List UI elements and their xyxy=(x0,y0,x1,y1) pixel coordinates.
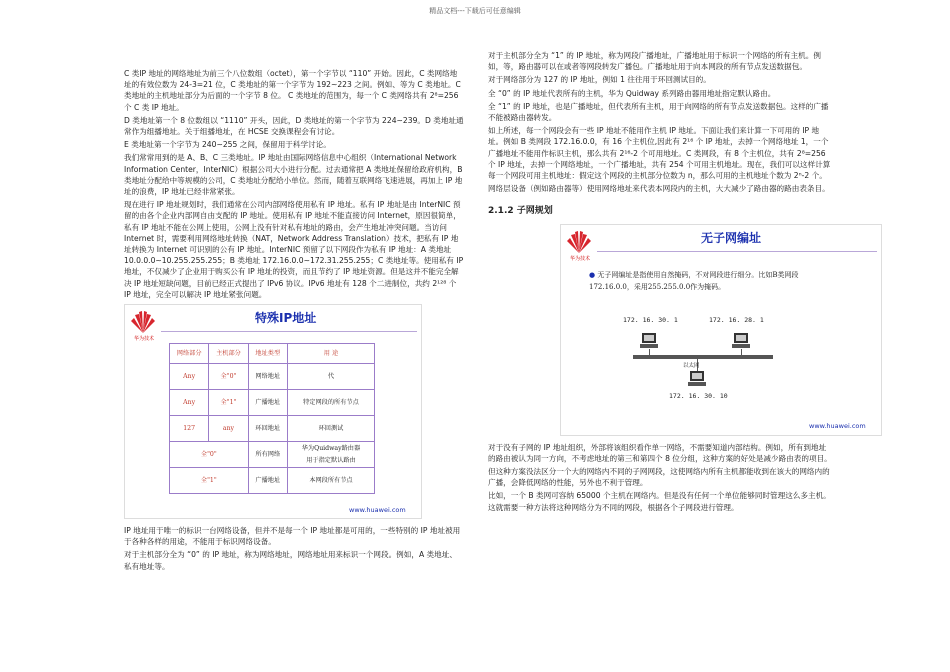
bullet-label: 无子网编址是指使用自然掩码，不对网段进行细分。比如B类网段172.16.0.0，采用255.255.0.0作为掩码。 xyxy=(589,270,799,291)
computer-icon xyxy=(687,371,707,387)
page-header: 精品文档---下载后可任意编辑 xyxy=(429,7,521,15)
table-cell: 全"0" xyxy=(170,442,249,468)
section-heading: 2.1.2 子网规划 xyxy=(488,206,553,217)
paragraph: C 类IP 地址的网络地址为前三个八位数组（octet），第一个字节以 “110” 开始。因此，C 类网络地址的有效位数为 24-3=21 位，C 类地址的第一个字节为 192~223 之间。例如、等为 C 类地址。C 类地址的主机地址部分为后面的一个字节 8 位。 C 类地址的范围为，每一个 C 类网络共有 2⁸=256 个 C 类 IP 地址。 xyxy=(124,69,461,112)
paragraph: 比如，一个 B 类网可容纳 65000 个主机在网络内。但是没有任何一个单位能够同时管理这么多主机。这就需要一种方法将这种网络分为不同的网段，根据各个子网段进行管理。 xyxy=(488,491,831,512)
table-cell: 环回地址 xyxy=(248,416,287,442)
computer-icon xyxy=(639,333,659,349)
table-header: 主机部分 xyxy=(209,344,248,364)
host-ip-label: 172. 16. 30. 1 xyxy=(623,315,678,324)
table-cell: any xyxy=(209,416,248,442)
table-row xyxy=(170,416,375,442)
table-cell: 广播地址 xyxy=(248,468,287,494)
paragraph: 全 “0” 的 IP 地址代表所有的主机，华为 Quidway 系列路由器用地址指定默认路由。 xyxy=(488,88,776,98)
huawei-logo-icon xyxy=(565,229,593,255)
paragraph: 对于主机部分全为 “1” 的 IP 地址，称为网段广播地址，广播地址用于标识一个网络的所有主机。例如，等，路由器可以在或者等网段转发广播包。广播地址用于向本网段的所有节点发送数据包。 xyxy=(488,51,821,72)
table-header: 用 途 xyxy=(287,344,374,364)
bullet-text xyxy=(589,269,827,293)
paragraph: 网络层设备（例如路由器等）使用网络地址来代表本网段内的主机，大大减少了路由器的路由表条目。 xyxy=(488,184,830,194)
cable xyxy=(741,349,742,355)
paragraph: 全 “1” 的 IP 地址，也是广播地址，但代表所有主机，用于向网络的所有节点发送数据包。这样的广播不能被路由器转发。 xyxy=(488,101,829,123)
paragraph: IP 地址用于唯一的标识一台网络设备，但并不是每一个 IP 地址都是可用的，一些特别的 IP 地址被用于各种各样的用途，不能用于标识网络设备。 xyxy=(124,526,461,547)
slide-footer: www.huawei.com xyxy=(349,506,406,515)
no-subnet-slide xyxy=(560,224,882,436)
table-cell: 本网段所有节点 xyxy=(287,468,374,494)
paragraph: 我们常常用到的是 A、B、C 三类地址。IP 地址由国际网络信息中心组织（International Network Information Center，InterNIC）根据公司大小进行分配。过去通常把 A 类地址保留给政府机构，B 类地址分配给中等规模的公司，C 类地址分配给小单位。然而，随着互联网络飞速进展，再加上 IP 地址的浪费，IP 地址已经非常紧张。 xyxy=(124,153,463,197)
ethernet-bus xyxy=(633,355,773,359)
table-row xyxy=(170,468,375,494)
slide-footer: www.huawei.com xyxy=(809,421,866,430)
table-cell: 代 xyxy=(287,364,374,390)
table-cell: 所有网络 xyxy=(248,442,287,468)
paragraph: 现在进行 IP 地址规划时，我们通常在公司内部网络使用私有 IP 地址。私有 IP 地址是由 InterNIC 预留的由各个企业内部网自由支配的 IP 地址。使用私有 IP 地址不能直接访问 Internet，原因很简单，私有 IP 地址不能在公网上使用，公网上没有针对私有地址的路由，会产生地址冲突问题。当访问 Internet 时，需要利用网络地址转换（NAT，Network Address Translation）技术，把私有 IP 地址转换为 Internet 可识别的公有 IP 地址。InterNIC 预留了以下网段作为私有 IP 地址：A 类地址 10.0.0.0~10.255.255.255；B 类地址 172.16.0.0~172.31.255.255；C 类地址等。使用私有 IP 地址，不仅减少了企业用于购买公有 IP 地址的投资，而且节约了 IP 地址资源。但是这并不能完全解决 IP 地址短缺问题，目前已经正式提出了 IPv6 协议。IPv6 地址有 128 个二进制位，共约 2¹²⁸ 个 IP 地址，完全可以解决 IP 地址紧张问题。 xyxy=(124,200,464,299)
lan-label: 以太网 xyxy=(683,362,700,369)
table-cell: 广播地址 xyxy=(248,390,287,416)
table-cell: 环回测试 xyxy=(287,416,374,442)
table-cell: 全"1" xyxy=(209,390,248,416)
table-cell: Any xyxy=(170,364,209,390)
table-cell: 全"1" xyxy=(170,468,249,494)
table-cell: 全"0" xyxy=(209,364,248,390)
special-ip-table xyxy=(169,343,375,494)
table-header: 网络部分 xyxy=(170,344,209,364)
huawei-logo-icon xyxy=(129,309,157,335)
paragraph: 对于主机部分全为 “0” 的 IP 地址，称为网络地址，网络地址用来标识一个网段。例如，A 类地址、私有地址等。 xyxy=(124,550,457,571)
table-row xyxy=(170,364,375,390)
left-column xyxy=(124,68,464,574)
logo-text: 华为技术 xyxy=(133,336,154,343)
right-column xyxy=(488,50,866,515)
paragraph: E 类地址第一个字节为 240~255 之间，保留用于科学讨论。 xyxy=(124,140,331,150)
computer-icon xyxy=(731,333,751,349)
bullet-icon: ● xyxy=(589,270,598,279)
special-ip-slide xyxy=(124,304,422,519)
paragraph: 对于没有子网的 IP 地址组织，外部将该组织看作单一网络，不需要知道内部结构。例如，所有到地址的路由被认为同一方向，不考虑地址的第三和第四个 8 位分组，这种方案的好处是减少路由表的项目。 xyxy=(488,442,832,463)
slide-title: 特殊IP地址 xyxy=(255,311,317,326)
logo-text: 华为技术 xyxy=(569,255,590,262)
paragraph: 但这种方案没法区分一个大的网络内不同的子网网段，这使网络内所有主机都能收到在该大的网络内的广播，会降低网络的性能，另外也不利于管理。 xyxy=(488,467,830,488)
table-cell: 127 xyxy=(170,416,209,442)
table-row xyxy=(170,442,375,468)
paragraph: 对于网络部分为 127 的 IP 地址，例如 1 往往用于环回测试目的。 xyxy=(488,75,711,85)
cable xyxy=(649,349,650,355)
table-cell: Any xyxy=(170,390,209,416)
table-cell: 网络地址 xyxy=(248,364,287,390)
table-header: 地址类型 xyxy=(248,344,287,364)
host-ip-label: 172. 16. 28. 1 xyxy=(709,315,764,324)
table-cell: 特定网段的所有节点 xyxy=(287,390,374,416)
paragraph: 如上所述，每一个网段会有一些 IP 地址不能用作主机 IP 地址。下面让我们来计算一下可用的 IP 地址。例如 B 类网段 172.16.0.0，有 16 个主机位,因此有 2¹⁶ 个 IP 地址，去掉一个网络地址 1，一个广播地址不能用作标识主机，那么共有 2¹⁶-2 个可用地址。C 类网段，有 8 个主机位，共有 2⁸=256 个 IP 地址，去掉一个网络地址，一个广播地址，共有 254 个可用主机地址。现在，我们可以这样计算每一个网段可用主机地址：假定这个网段的主机部分位数为 n，那么可用的主机地址个数为 2ⁿ-2 个。 xyxy=(488,126,831,181)
table-cell: 华为Quidway路由器 用于指定默认路由 xyxy=(287,442,374,468)
paragraph: D 类地址第一个 8 位数组以 “1110” 开头，因此，D 类地址的第一个字节为 224~239。D 类地址通常作为组播地址。关于组播地址，在 HCSE 交换课程会有讨论。 xyxy=(124,115,464,137)
table-row xyxy=(170,390,375,416)
host-ip-label: 172. 16. 30. 10 xyxy=(669,391,728,400)
slide-title: 无子网编址 xyxy=(701,230,762,245)
